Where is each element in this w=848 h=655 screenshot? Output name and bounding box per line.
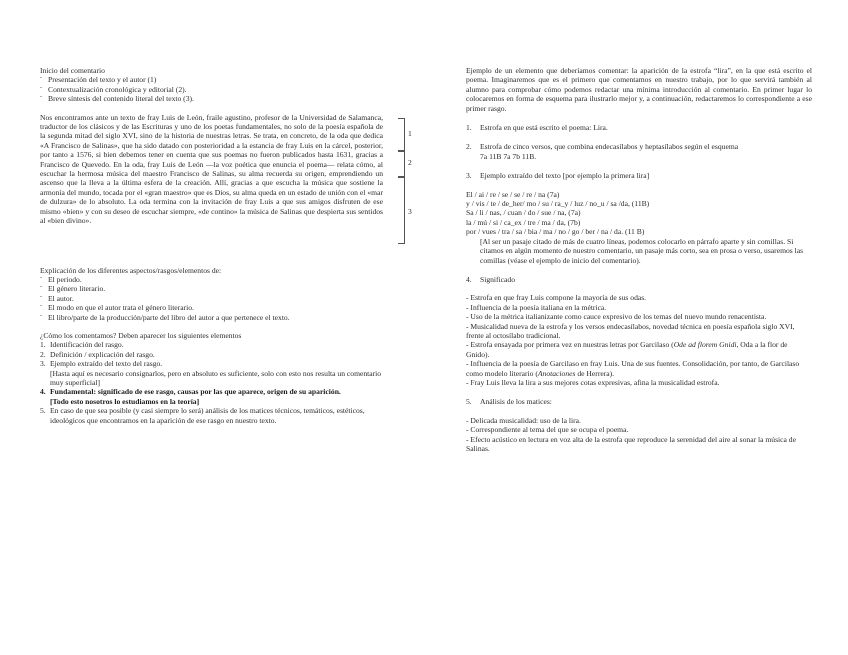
matices-line: - Efecto acústico en lectura en voz alta de la estrofa que reproduce la serenidad del aire al sonar la música de Salinas. <box>466 434 796 453</box>
list-item: - El periodo. <box>40 275 385 284</box>
matices-line: - Correspondiente al tema del que se ocupa el poema. <box>466 425 629 435</box>
como-title: ¿Cómo los comentamos? Deben aparecer los siguientes elementos <box>40 330 242 340</box>
scansion-note: [Al ser un pasaje citado de más de cuatro líneas, podemos colocarlo en párrafo aparte y sin comillas. Si citamos en algún momento de nuestro comentario, un pasaje más corto, sea en prosa o verso, usaremos las comillas (véase el ejemplo de inicio del comentario). <box>480 236 804 265</box>
inicio-list <box>40 75 385 103</box>
item-4: 4. Significado <box>466 274 516 284</box>
list-item: - El libro/parte de la producción/parte del libro del autor a que pertenece el texto. <box>40 313 385 322</box>
significado-line: - Estrofa ensayada por primera vez en nuestras letras por Garcilaso (Ode ad florem Gnidi, Oda a la flor de Gnido). <box>466 340 788 359</box>
como-list <box>40 340 385 425</box>
item-5: 5. Análisis de los matices: <box>466 397 552 407</box>
significado-line: - Influencia de la poesía de Garcilaso en fray Luis. Una de sus fuentes. Consolidación, por tanto, de Garcilaso como modelo literario (Anotaciones de Herrera). <box>466 359 800 378</box>
bracket-1 <box>398 118 405 152</box>
list-item: - El autor. <box>40 294 385 303</box>
intro-paragraph: Nos encontramos ante un texto de fray Luis de León, fraile agustino, profesor de la Universidad de Salamanca, traductor de los clásicos y de las Escrituras y uno de los poetas fundamentales, no solo de la poesía española de la segunda mitad del siglo XVI, sino de la historia de nuestras letras. Se trata, en concreto, de la oda que dedica «A Francisco de Salinas», que ha sido datado con posterioridad a la estancia de fray Luis en la cárcel, posterior, por tanto a 1576, si bien debemos tener en cuenta que sus poemas no fueron publicados hasta 1631, gracias a Francisco de Quevedo. En la oda, fray Luis de León —la voz poética que enuncia el poema— relata cómo, al escuchar la hermosa música del maestro Francisco de Salinas, su alma recuerda su origen, emprendiendo un ascenso que la lleva a la última esfera de la creación. Allí, gracias a que escucha la música que sostiene la armonía del mundo, tocada por el «gran maestro» que es Dios, su alma queda en un estado de unión con el «mar de dulzura» de lo absoluto. La oda termina con la invitación de fray Luis a que sus amigos disfruten de ese mismo «bien» y con su deseo de escuchar siempre, «de contino» la música de Salinas que despierta sus sentidos al «bien divino». <box>40 112 383 226</box>
list-item: - Contextualización cronológica y editorial (2). <box>40 85 385 94</box>
item-2: 2. Estrofa de cinco versos, que combina endecasílabos y heptasílabos según el esquema 7a 11B 7a 7b 11B. <box>466 142 739 161</box>
explicacion-title: Explicación de los diferentes aspectos/rasgos/elementos de: <box>40 265 222 275</box>
list-item: 4. Fundamental: significado de ese rasgo, causas por las que aparece, origen de su aparición. [Todo esto nosotros lo estudiamos en la teoría] <box>40 387 385 406</box>
item-note: [Todo esto nosotros lo estudiamos en la teoría] <box>50 396 200 406</box>
item-note: [Hasta aquí es necesario consignarlos, pero en absoluto es suficiente, solo con esto nos resulta un comentario muy superficial] <box>50 368 382 387</box>
verse-line: El / ai / re / se / se / re / na (7a) <box>466 189 560 199</box>
matices-block <box>466 416 812 454</box>
verse-line: y / vis / te / de_her/ mo / su / ra_y / luz / no_u / sa /da, (11B) <box>466 199 650 209</box>
bracket-3 <box>398 176 405 244</box>
bracket-label: 1 <box>408 129 412 138</box>
list-item: - El modo en que el autor trata el género literario. <box>40 303 385 312</box>
significado-line: - Influencia de la poesía italiana en la métrica. <box>466 302 607 312</box>
significado-line: - Uso de la métrica italianizante como cauce expresivo de los temas del nuevo mundo renacentista. <box>466 312 767 322</box>
verse-line: Sa / li / nas, / cuan / do / sue / na, (7a) <box>466 208 581 218</box>
explicacion-list <box>40 275 385 322</box>
right-intro: Ejemplo de un elemento que deberíamos comentar: la aparición de la estrofa “lira”, en la que está escrito el poema. Imaginaremos que es el primero que comentamos en nuestro trabajo, por lo que servirá también al alumno para comprobar cómo podemos redactar una mínima introducción al comentario. En primer lugar lo colocaremos en forma de esquema para ilustrarlo mejor y, a continuación, redactaremos lo correspondiente a ese primer rasgo. <box>466 66 812 113</box>
significado-line: - Musicalidad nueva de la estrofa y los versos endecasílabos, novedad técnica en poesía española siglo XVI, frente al octosílabo tradicional. <box>466 321 795 340</box>
list-item: - Breve síntesis del contenido literal del texto (3). <box>40 94 385 103</box>
list-item: 2. Definición / explicación del rasgo. <box>40 349 155 359</box>
list-item: 5. En caso de que sea posible (y casi siempre lo será) análisis de los matices técnicos, temáticos, estéticos, ideológicos que encontramos en la aparición de ese rasgo en nuestro texto. <box>40 406 365 425</box>
item-3: 3. Ejemplo extraído del texto [por ejemplo la primera lira] <box>466 171 650 181</box>
significado-line: - Fray Luis lleva la lira a sus mejores cotas expresivas, afina la musicalidad estrofa. <box>466 377 720 387</box>
bracket-label: 2 <box>408 158 412 167</box>
matices-line: - Delicada musicalidad: uso de la lira. <box>466 415 581 425</box>
bracket-label: 3 <box>408 207 412 216</box>
significado-line: - Estrofa en que fray Luis compone la mayoría de sus odas. <box>466 293 647 303</box>
verse-line: la / mú / si / ca_ex / tre / ma / da, (7b) <box>466 217 581 227</box>
inicio-title: Inicio del comentario <box>40 66 105 75</box>
bracket-2 <box>398 150 405 178</box>
list-item: - Presentación del texto y el autor (1) <box>40 75 385 84</box>
list-item: 1. Identificación del rasgo. <box>40 340 124 350</box>
significado-block <box>466 293 812 387</box>
scansion-block <box>466 190 812 265</box>
right-column <box>466 66 812 453</box>
left-column <box>40 66 385 425</box>
verse-line: por / vues / tra / sa / bia / ma / no / go / ber / na / da. (11 B) <box>466 227 645 237</box>
list-item: 3. Ejemplo extraído del texto del rasgo. [Hasta aquí es necesario consignarlos, pero en absoluto es suficiente, solo con esto nos resulta un comentario muy superficial] <box>40 359 385 387</box>
item-1: 1. Estrofa en que está escrito el poema: Lira. <box>466 123 608 133</box>
list-item: - El género literario. <box>40 284 385 293</box>
